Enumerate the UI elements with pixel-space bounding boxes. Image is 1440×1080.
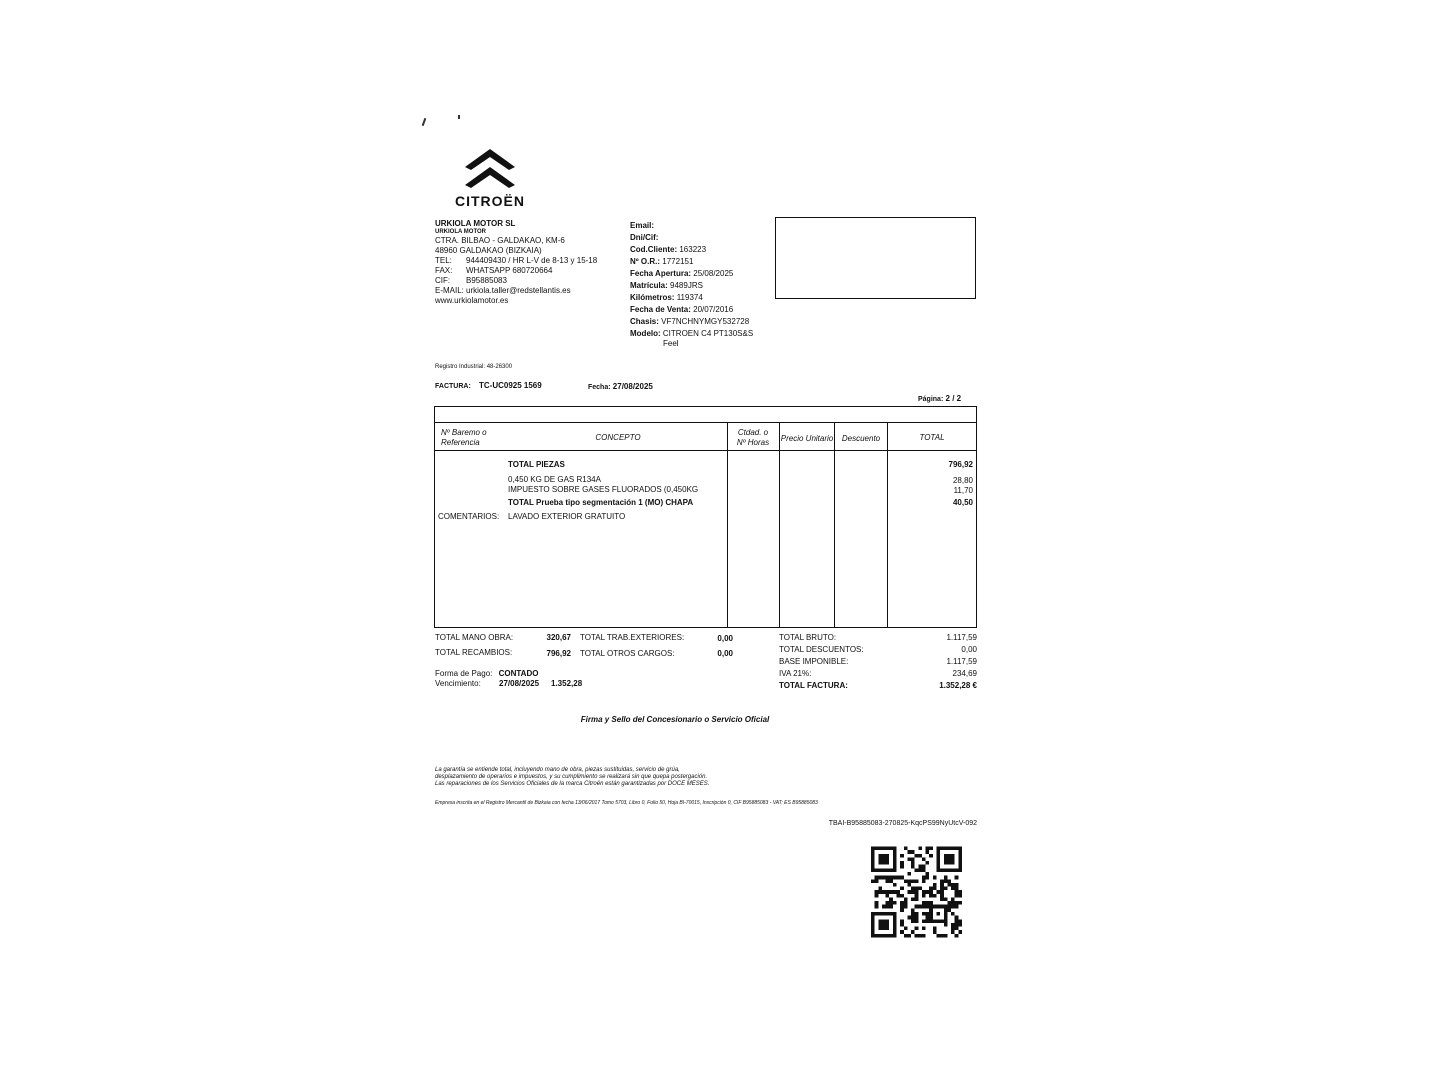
totals-right xyxy=(779,633,977,693)
total-otros: 0,00 xyxy=(717,649,733,658)
total-recambios: 796,92 xyxy=(546,649,571,658)
col-divider xyxy=(727,422,728,628)
row-total: 40,50 xyxy=(952,498,973,507)
col-divider xyxy=(887,422,888,628)
header-ref: Nº Baremo o Referencia xyxy=(441,428,487,447)
iva: IVA 21%: 234,69 xyxy=(779,669,977,678)
company-address2: 48960 GALDAKAO (BIZKAIA) xyxy=(435,246,542,255)
registro-industrial: Registro Industrial: 48-26300 xyxy=(435,364,513,370)
brand-name: CITROËN xyxy=(455,193,525,209)
pagina-line: Página: 2 / 2 xyxy=(918,394,962,403)
header-total: TOTAL xyxy=(919,433,945,442)
client-or: Nº O.R.: 1772151 xyxy=(630,257,694,266)
table-top-rule xyxy=(434,422,977,423)
client-venta: Fecha de Venta: 20/07/2016 xyxy=(630,305,734,314)
tbai-code: TBAI-B95885083-270825-KqcPS99NyUtcV-092 xyxy=(828,820,977,827)
header-concepto: CONCEPTO xyxy=(595,433,641,442)
company-sub: URKIOLA MOTOR xyxy=(435,229,486,235)
total-descuentos: TOTAL DESCUENTOS: 0,00 xyxy=(779,645,977,654)
client-chasis: Chasis: VF7NCHNYMGY532728 xyxy=(630,317,750,326)
forma-pago: Forma de Pago: CONTADO xyxy=(435,669,539,678)
company-fax: FAX: WHATSAPP 680720664 xyxy=(435,266,553,275)
company-tel: TEL: 944409430 / HR L-V de 8-13 y 15-18 xyxy=(435,256,598,265)
company-email: E-MAIL: urkiola.taller@redstellantis.es xyxy=(435,286,571,295)
qr-code-icon xyxy=(871,846,962,938)
fecha-line: Fecha: 27/08/2025 xyxy=(588,382,653,391)
total-mano-obra-label: TOTAL MANO OBRA: xyxy=(435,633,514,642)
row-ref: COMENTARIOS: xyxy=(438,512,500,521)
row-concepto: IMPUESTO SOBRE GASES FLUORADOS (0,450KG xyxy=(508,485,699,494)
total-mano-obra: 320,67 xyxy=(546,633,571,642)
double-chevron-icon xyxy=(445,145,535,193)
client-modelo: Modelo: CITROEN C4 PT130S&S xyxy=(630,329,754,338)
company-block xyxy=(435,219,625,306)
client-modelo2: Feel xyxy=(663,339,679,348)
client-email: Email: xyxy=(630,221,655,230)
col-divider xyxy=(779,422,780,628)
company-address1: CTRA. BILBAO - GALDAKAO, KM-6 xyxy=(435,236,565,245)
company-web: www.urkiolamotor.es xyxy=(435,296,509,305)
citroen-logo xyxy=(445,145,535,207)
row-concepto: 0,450 KG DE GAS R134A xyxy=(508,475,601,484)
client-matricula: Matrícula: 9489JRS xyxy=(630,281,703,290)
scan-mark xyxy=(458,115,460,119)
legal-registro: Empresa inscrita en el Registro Mercantil de Bizkaia con fecha 13/06/2017 Tomo 5703, Libro 0, Folio 50, Hoja BI-70015, Inscripción 0, CIF B95885083 - VAT: ES B95885083 xyxy=(435,800,818,806)
row-total: 796,92 xyxy=(948,460,973,469)
legal-text: La garantía se entiende total, incluyendo mano de obra, piezas sustituidas, servicio de grúa, desplazamiento de operarios e impuestos, y su cumplimiento se realizará sin que quepa postergación. Las reparaciones de los Servicios Oficiales de la marca Citroën están garantizadas por DOCE MESES. xyxy=(435,767,710,787)
qr-code xyxy=(871,846,962,938)
client-dni: Dni/Cif: xyxy=(630,233,659,242)
row-total: 28,80 xyxy=(952,476,973,485)
table-header-rule xyxy=(434,450,977,451)
row-concepto: LAVADO EXTERIOR GRATUITO xyxy=(508,512,626,521)
total-factura: TOTAL FACTURA: 1.352,28 € xyxy=(779,681,977,690)
total-bruto: TOTAL BRUTO: 1.117,59 xyxy=(779,633,977,642)
client-km: Kilómetros: 119374 xyxy=(630,293,703,302)
total-otros-label: TOTAL OTROS CARGOS: xyxy=(580,649,675,658)
total-trab-ext-label: TOTAL TRAB.EXTERIORES: xyxy=(580,633,685,642)
col-divider xyxy=(834,422,835,628)
row-total: 11,70 xyxy=(953,486,973,495)
client-apertura: Fecha Apertura: 25/08/2025 xyxy=(630,269,734,278)
total-trab-ext: 0,00 xyxy=(717,634,733,643)
row-concepto: TOTAL Prueba tipo segmentación 1 (MO) CHAPA xyxy=(508,498,694,507)
client-cod: Cod.Cliente: 163223 xyxy=(630,245,707,254)
vencimiento: Vencimiento: 27/08/2025 1.352,28 xyxy=(435,679,583,688)
client-block xyxy=(630,221,770,349)
base-imponible: BASE IMPONIBLE: 1.117,59 xyxy=(779,657,977,666)
scan-mark xyxy=(422,118,427,126)
address-window xyxy=(775,217,976,299)
total-recambios-label: TOTAL RECAMBIOS: xyxy=(435,648,513,657)
company-cif: CIF: B95885083 xyxy=(435,276,507,285)
firma-sello: Firma y Sello del Concesionario o Servicio Oficial xyxy=(580,715,770,724)
company-name: URKIOLA MOTOR SL xyxy=(435,219,516,228)
factura-line: FACTURA: TC-UC0925 1569 xyxy=(435,381,542,390)
header-precio: Precio Unitario xyxy=(780,434,834,443)
header-descuento: Descuento xyxy=(841,434,881,443)
header-cantidad: Ctdad. o Nº Horas xyxy=(736,428,770,447)
row-concepto: TOTAL PIEZAS xyxy=(508,460,565,469)
